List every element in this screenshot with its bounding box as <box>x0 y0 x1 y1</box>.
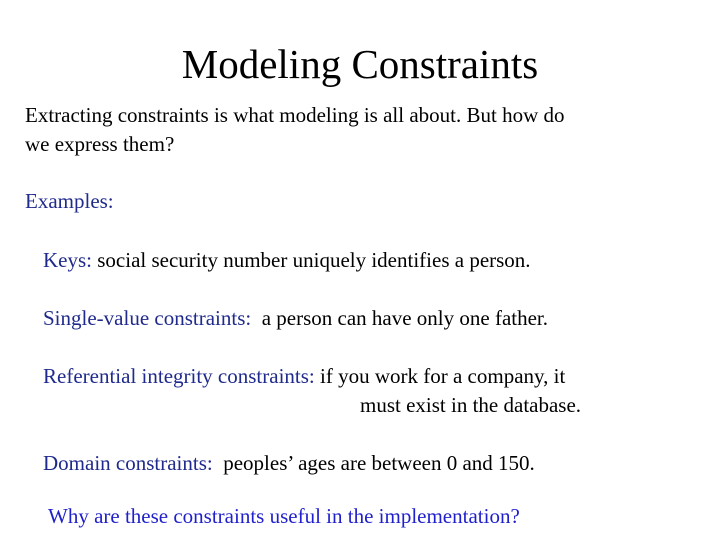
example-domain <box>43 449 535 478</box>
example-text: if you work for a company, it <box>314 364 566 388</box>
intro-paragraph <box>25 101 565 159</box>
intro-line-2: we express them? <box>25 132 175 156</box>
example-continuation: must exist in the database. <box>360 393 582 417</box>
example-text: a person can have only one father. <box>251 306 549 330</box>
example-single-value <box>43 304 548 333</box>
example-term: Single-value constraints: <box>43 306 252 330</box>
example-term: Domain constraints: <box>43 451 213 475</box>
example-keys <box>43 246 531 275</box>
examples-label: Examples: <box>25 189 114 213</box>
example-term: Referential integrity constraints: <box>43 364 315 388</box>
example-text: peoples’ ages are between 0 and 150. <box>212 451 535 475</box>
example-term: Keys: <box>43 248 92 272</box>
example-referential-integrity <box>43 362 565 391</box>
example-text: social security number uniquely identifies a person. <box>92 248 531 272</box>
closing-question: Why are these constraints useful in the implementation? <box>48 504 520 528</box>
slide-title: Modeling Constraints <box>181 41 539 87</box>
intro-line-1: Extracting constraints is what modeling is all about. But how do <box>25 103 565 127</box>
